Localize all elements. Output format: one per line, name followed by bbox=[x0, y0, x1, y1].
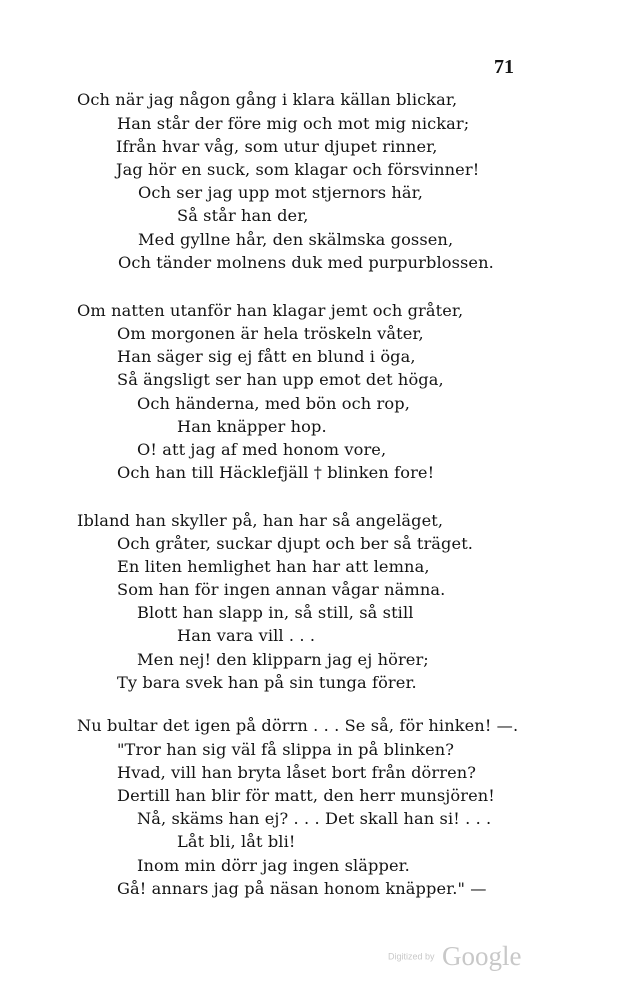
verse-line: Så står han der, bbox=[177, 206, 309, 225]
verse-line: Han står der före mig och mot mig nickar; bbox=[117, 114, 470, 133]
verse-line: "Tror han sig väl få slippa in på blinken? bbox=[117, 740, 455, 759]
watermark-prefix: Digitized by bbox=[388, 951, 435, 962]
verse-line: Och ser jag upp mot stjernors här, bbox=[138, 183, 423, 202]
verse-line: Och gråter, suckar djupt och ber så träget. bbox=[117, 534, 474, 553]
verse-line: Jag hör en suck, som klagar och försvinner! bbox=[116, 160, 480, 179]
verse-line: Om morgonen är hela tröskeln våter, bbox=[117, 324, 424, 343]
verse-line: Hvad, vill han bryta låset bort från dörren? bbox=[117, 763, 477, 782]
verse-line: Inom min dörr jag ingen släpper. bbox=[137, 856, 410, 875]
verse-line: Han knäpper hop. bbox=[177, 417, 327, 436]
verse-line: Nå, skäms han ej? . . . Det skall han si! . . . bbox=[137, 809, 492, 828]
verse-line: Blott han slapp in, så still, så still bbox=[137, 603, 414, 622]
verse-line: Och när jag någon gång i klara källan blickar, bbox=[77, 90, 458, 109]
verse-line: O! att jag af med honom vore, bbox=[137, 440, 387, 459]
google-watermark bbox=[388, 941, 521, 972]
verse-line: Dertill han blir för matt, den herr munsjören! bbox=[117, 786, 495, 805]
verse-line: Låt bli, låt bli! bbox=[177, 832, 296, 851]
verse-line: Nu bultar det igen på dörrn . . . Se så, för hinken! —. bbox=[77, 716, 519, 735]
verse-line: Ibland han skyller på, han har så angeläget, bbox=[77, 511, 444, 530]
verse-line: Om natten utanför han klagar jemt och gråter, bbox=[77, 301, 464, 320]
verse-line: Som han för ingen annan vågar nämna. bbox=[117, 580, 446, 599]
verse-line: En liten hemlighet han har att lemna, bbox=[117, 557, 430, 576]
verse-line: Med gyllne hår, den skälmska gossen, bbox=[138, 230, 454, 249]
verse-line: Gå! annars jag på näsan honom knäpper." — bbox=[117, 879, 487, 898]
verse-line: Så ängsligt ser han upp emot det höga, bbox=[117, 370, 444, 389]
verse-line: Och han till Häcklefjäll † blinken fore! bbox=[117, 463, 435, 482]
verse-line: Men nej! den klipparn jag ej hörer; bbox=[137, 650, 429, 669]
verse-line: Ty bara svek han på sin tunga förer. bbox=[117, 673, 417, 692]
page-number: 71 bbox=[494, 56, 514, 78]
verse-line: Han vara vill . . . bbox=[177, 626, 316, 645]
google-logo: Google bbox=[441, 941, 522, 971]
verse-line: Ifrån hvar våg, som utur djupet rinner, bbox=[116, 137, 438, 156]
verse-line: Han säger sig ej fått en blund i öga, bbox=[117, 347, 416, 366]
verse-line: Och tänder molnens duk med purpurblossen. bbox=[118, 253, 494, 272]
verse-line: Och händerna, med bön och rop, bbox=[137, 394, 410, 413]
